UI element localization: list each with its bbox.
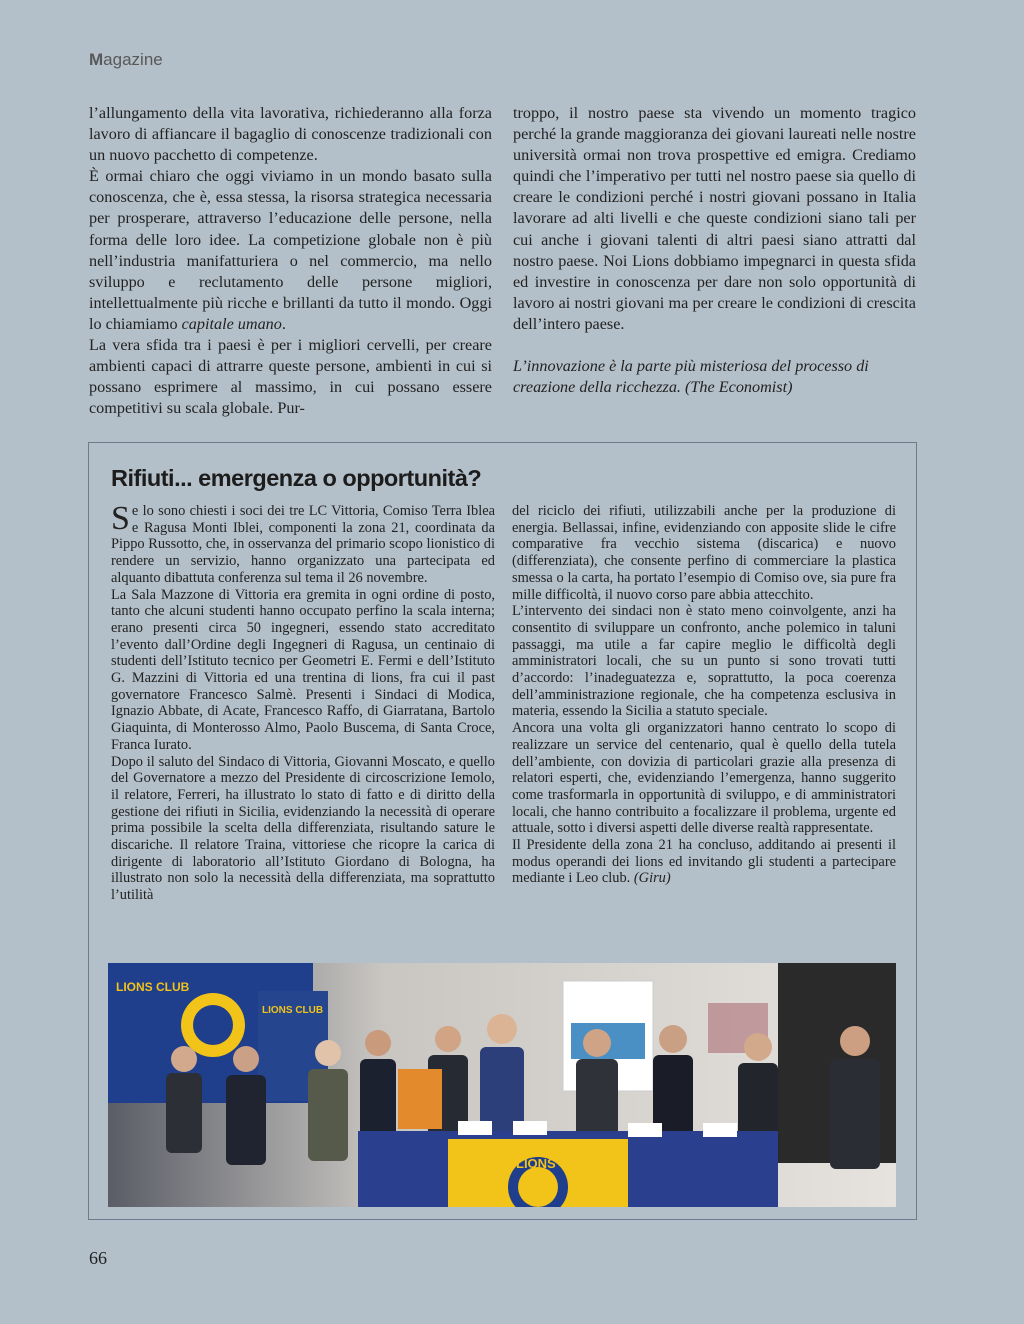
table-banner-text: LIONS	[516, 1156, 556, 1171]
rifiuti-paragraph-5: L’intervento dei sindaci non è stato meno coinvolgente, anzi ha consentito di sviluppare un confronto, anche polemico in taluni passaggi, ma utile a far capire meglio le difficoltà degli amministratori locali, che su un punto si sono trovati tutti d’accordo: l’inadeguatezza e, soprattutto, la poca coerenza dell’amministrazione regionale, che ha competenza esclusiva in materia, essendo la Sicilia a statuto speciale.	[512, 603, 896, 720]
economist-quote: L’innovazione è la parte più misteriosa del processo di creazione della ricchezza. (The Economist)	[513, 357, 869, 397]
rifiuti-paragraph-2: La Sala Mazzone di Vittoria era gremita in ogni ordine di posto, tanto che alcuni studenti hanno occupato perfino la scala interna; erano presenti circa 50 ingegneri, essendo stato accreditato l’evento dall’Ordine degli Ingegneri di Ragusa, un centinaio di studenti dell’Istituto tecnico per Geometri E. Fermi e dell’Istituto G. Mazzini di Vittoria ed una trentina di lions, fra cui il past governatore Francesco Salmè. Presenti i Sindaci di Modica, Ignazio Abbate, di Acate, Francesco Raffo, di Giarratana, Bartolo Giaquinta, di Monterosso Almo, Paolo Buscema, di Santa Croce, Franca Iurato.	[111, 586, 495, 753]
top-paragraph-2	[89, 166, 492, 335]
top-paragraph-1: l’allungamento della vita lavorativa, richiederanno alla forza lavoro di affiancare il bagaglio di conoscenze tradizionali con un nuovo pacchetto di competenze.	[89, 104, 492, 165]
drop-cap: S	[111, 500, 130, 537]
name-card	[628, 1123, 662, 1137]
name-card	[458, 1121, 492, 1135]
banner-left-text: LIONS CLUB	[116, 980, 190, 994]
orange-gift-bag	[398, 1069, 442, 1129]
rifiuti-left-column	[111, 500, 495, 904]
author-signature: (Giru)	[633, 870, 671, 887]
rifiuti-paragraph-6: Ancora una volta gli organizzatori hanno centrato lo scopo di realizzare un service del centenario, qual è quello della tutela dell’ambiente, con dovizia di particolari grazie alla presenza di relatori esperti, che, evidenziando l’emergenza, hanno suggerito come trasformarla in opportunità di sviluppo, e di amministratori locali, che hanno contribuito a focalizzare il problema, urgente ed attuale, sotto i diversi aspetti delle diverse realtà rappresentate.	[512, 720, 896, 837]
top-paragraph-3: La vera sfida tra i paesi è per i migliori cervelli, per creare ambienti capaci di attrarre queste persone, ambienti in cui si possano esprimere al massimo, in cui possano essere competitivi su scala globale. Pur-	[89, 336, 492, 418]
rifiuti-right-column	[512, 503, 896, 887]
rifiuti-paragraph-7	[512, 837, 896, 887]
conference-photo	[108, 963, 896, 1207]
magazine-label	[89, 50, 163, 70]
top-paragraph-2-end: .	[281, 314, 286, 333]
top-paragraph-2-text: È ormai chiaro che oggi viviamo in un mondo basato sulla conoscenza, che è, essa stessa, la risorsa strategica necessaria per prosperare, attraverso l’educazione delle persone, nella forma delle loro idee. La competizione globale non è più nell’industria manifatturiera o nel commercio, ma nello sviluppo e reclutamento delle persone migliori, intellettualmente più ricche e brillanti da tutto il mondo. Oggi lo chiamiamo	[89, 167, 492, 333]
magazine-label-initial: M	[89, 50, 104, 69]
name-card	[513, 1121, 547, 1135]
conference-photo-illustration	[108, 963, 896, 1207]
rifiuti-paragraph-1	[111, 500, 495, 587]
banner-right-text: LIONS CLUB	[262, 1005, 324, 1016]
top-article-right-column	[513, 103, 916, 398]
article-title: Rifiuti... emergenza o opportunità?	[111, 465, 482, 491]
capitale-umano-emphasis: capitale umano	[181, 314, 282, 333]
rifiuti-paragraph-4: del riciclo dei rifiuti, utilizzabili anche per la produzione di energia. Bellassai, infine, evidenziando con apposite slide le cifre comparative fra vecchio sistema (discarica) e nuovo (differenziata), che consente perfino di commerciare la plastica smessa o la carta, ha portato l’esempio di Comiso ove, sia pure fra mille difficoltà, il nuovo corso pare abbia attecchito.	[512, 503, 896, 603]
top-paragraph-4: troppo, il nostro paese sta vivendo un momento tragico perché la grande maggioranza dei giovani laureati nelle nostre università ormai non trova prospettive ed emigra. Crediamo quindi che l’imperativo per tutti nel nostro paese sia quello di creare le condizioni perché i nostri giovani possano in Italia lavorare ad alti livelli e che queste condizioni siano tali per cui anche i giovani talenti di altri paesi siano attratti dal nostro paese. Noi Lions dobbiamo impegnarci in questa sfida ed investire in conoscenza per dare non solo opportunità di lavoro ai nostri giovani ma per creare le condizioni di crescita dell’intero paese.	[513, 104, 916, 333]
rifiuti-paragraph-3: Dopo il saluto del Sindaco di Vittoria, Giovanni Moscato, e quello del Governatore a mezzo del Presidente di circoscrizione Iemolo, il relatore, Ferreri, ha illustrato lo stato di fatto e di diritto della gestione dei rifiuti in Sicilia, evidenziando la necessità di operare prima possibile la scelta della differenziata, risultando sature le discariche. Il relatore Traina, vittoriese che ricopre la carica di dirigente di laboratorio all’Istituto Giordano di Bologna, ha illustrato non solo la necessità della differenziata, ma soprattutto l’utilità	[111, 753, 495, 904]
rifiuti-paragraph-7-text: Il Presidente della zona 21 ha concluso, additando ai presenti il modus operandi dei lions ed invitando gli studenti a partecipare mediante i Leo club.	[512, 837, 896, 887]
rifiuti-paragraph-1-text: e lo sono chiesti i soci dei tre LC Vittoria, Comiso Terra Iblea e Ragusa Monti Iblei, componenti la zona 21, coordinata da Pippo Russotto, che, in osservanza del primario scopo lionistico di rendere un servizio, hanno organizzato una partecipata ed alquanto dibattuta conferenza sul tema il 26 novembre.	[111, 503, 495, 586]
name-card	[703, 1123, 737, 1137]
rifiuti-article-box	[88, 442, 917, 1220]
page-number: 66	[89, 1248, 107, 1268]
magazine-label-rest: agazine	[103, 50, 163, 69]
top-article-left-column	[89, 103, 492, 419]
